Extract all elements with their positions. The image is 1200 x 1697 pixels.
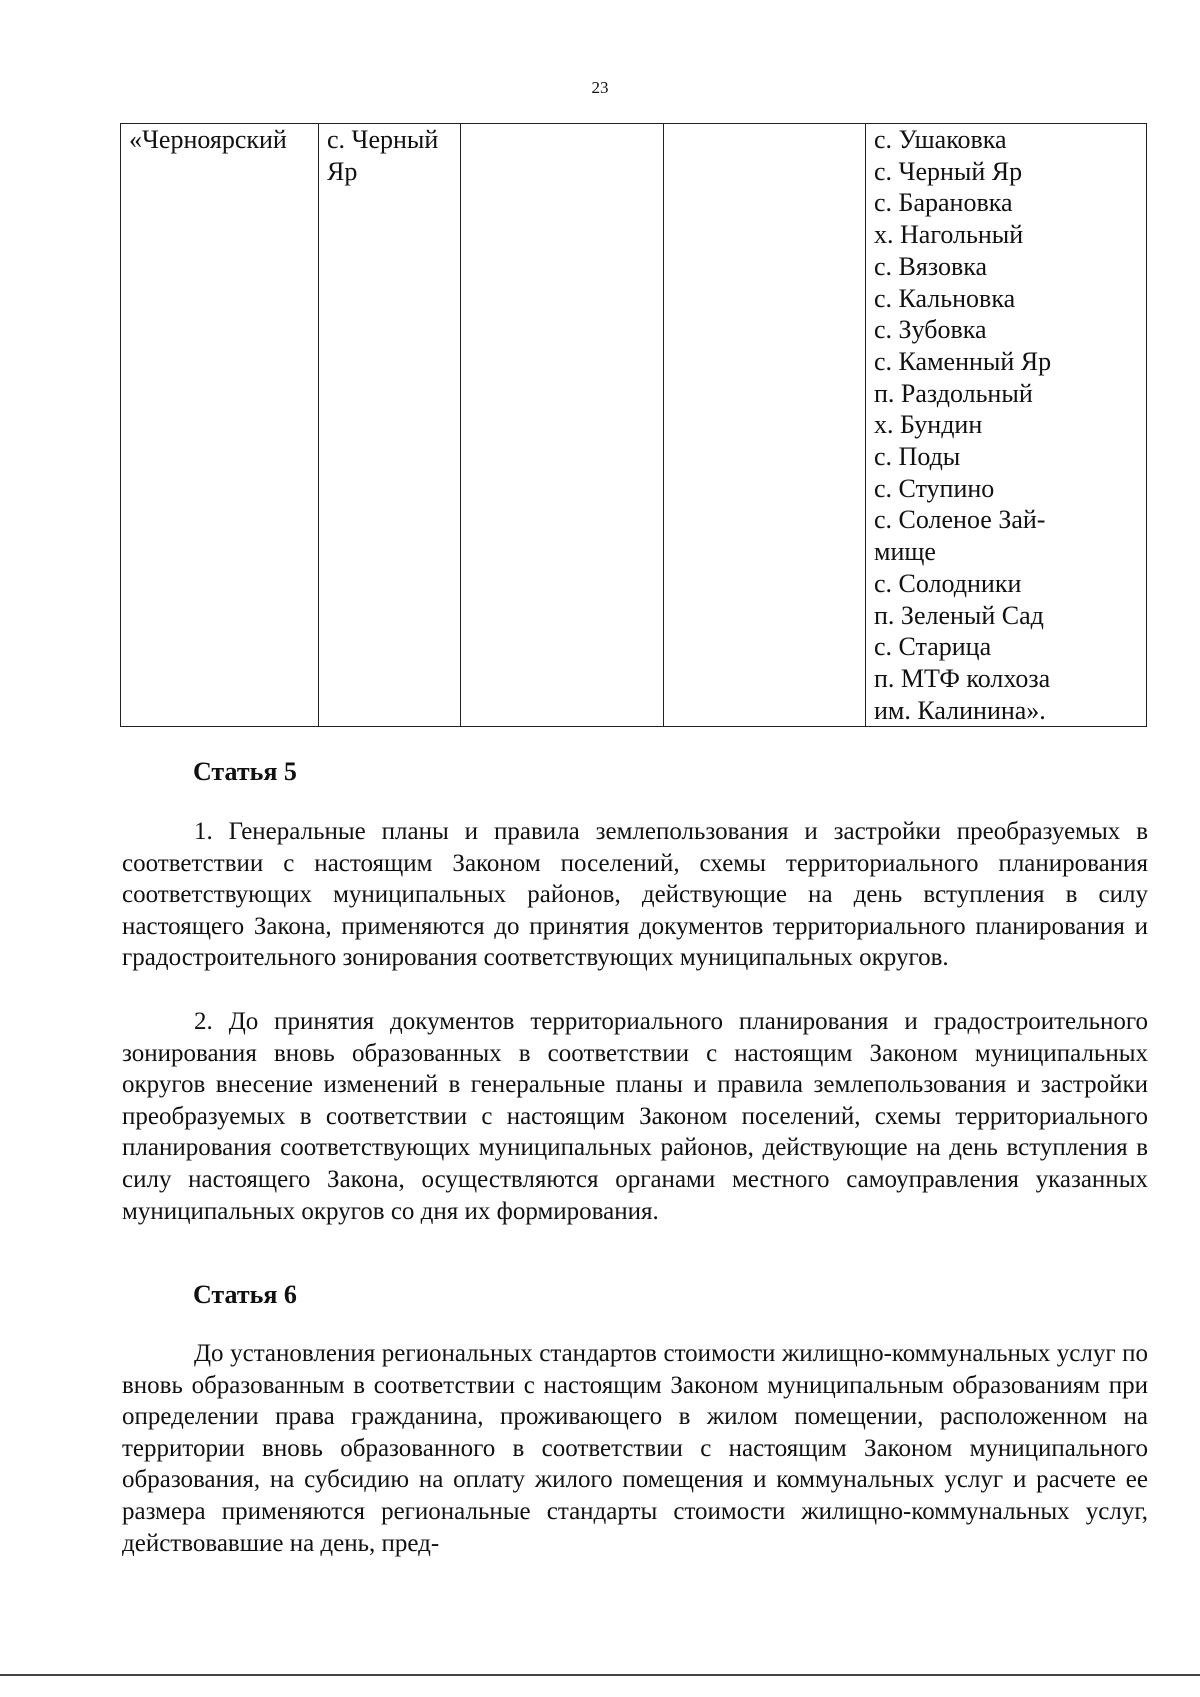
- settlement-item: п. Раздольный: [874, 378, 1033, 408]
- article-5-paragraph-2: 2. До принятия документов территориального планирования и градостроительного зонирования вновь образованных в соответствии с настоящим Законом муниципальных округов внесение изменений в генеральные планы и правила землепользования и застройки преобразуемых в соответствии с настоящим Законом поселений, схемы территориального планирования соответствующих муниципальных районов, действующие на день вступления в силу настоящего Закона, осуществляются органами местного самоуправления указанных муниципальных округов со дня их формирования.: [122, 1008, 1148, 1225]
- settlement-item: с. Черный Яр: [874, 156, 1023, 186]
- settlement-item: с. Соленое Зай-: [874, 505, 1046, 535]
- settlements-list-cell: [866, 124, 1147, 727]
- administrative-center-cell: с. Черный Яр: [319, 124, 461, 727]
- settlement-item: с. Солодники: [874, 568, 1022, 598]
- settlement-item: х. Нагольный: [874, 220, 1024, 250]
- empty-cell: [664, 124, 866, 727]
- settlement-item: п. Зеленый Сад: [874, 600, 1044, 630]
- bottom-rule: [0, 1674, 1200, 1676]
- settlement-item: с. Кальновка: [874, 283, 1016, 313]
- settlement-item: с. Поды: [874, 442, 961, 472]
- settlement-item: с. Каменный Яр: [874, 346, 1052, 376]
- settlement-item: с. Барановка: [874, 188, 1013, 218]
- article-5-paragraph-1: 1. Генеральные планы и правила землепользования и застройки преобразуемых в соответствии с настоящим Законом поселений, схемы территориального планирования соответствующих муниципальных районов, действующие на день вступления в силу настоящего Закона, применяются до принятия документов территориального планирования и градостроительного зонирования соответствующих муниципальных округов.: [122, 818, 1148, 972]
- table-row: [121, 124, 1147, 727]
- settlement-item: х. Бундин: [874, 410, 983, 440]
- settlement-item: с. Ступино: [874, 473, 995, 503]
- district-cell: «Черноярский: [121, 124, 319, 727]
- article-5-heading: Статья 5: [193, 757, 297, 786]
- settlement-item: с. Зубовка: [874, 315, 987, 345]
- settlement-item: с. Старица: [874, 632, 992, 662]
- settlement-item: п. МТФ колхоза: [874, 663, 1051, 693]
- settlement-item: с. Ушаковка: [874, 125, 1007, 154]
- empty-cell: [461, 124, 664, 727]
- settlement-item: мище: [874, 537, 936, 567]
- settlements-table: [120, 123, 1147, 727]
- article-6-paragraph-1: До установления региональных стандартов стоимости жилищно-коммунальных услуг по вновь образованным в соответствии с настоящим Законом муниципальным образованиям при определении права гражданина, проживающего в жилом помещении, расположенном на территории вновь образованного в соответствии с настоящим Законом муниципального образования, на субсидию на оплату жилого помещения и коммунальных услуг и расчете ее размера применяются региональные стандарты стоимости жилищно-коммунальных услуг, действовавшие на день, пред-: [122, 1340, 1148, 1557]
- page-number: 23: [591, 78, 609, 97]
- settlement-item: с. Вязовка: [874, 251, 988, 281]
- article-6-heading: Статья 6: [193, 1280, 297, 1309]
- settlement-item: им. Калинина».: [874, 695, 1046, 725]
